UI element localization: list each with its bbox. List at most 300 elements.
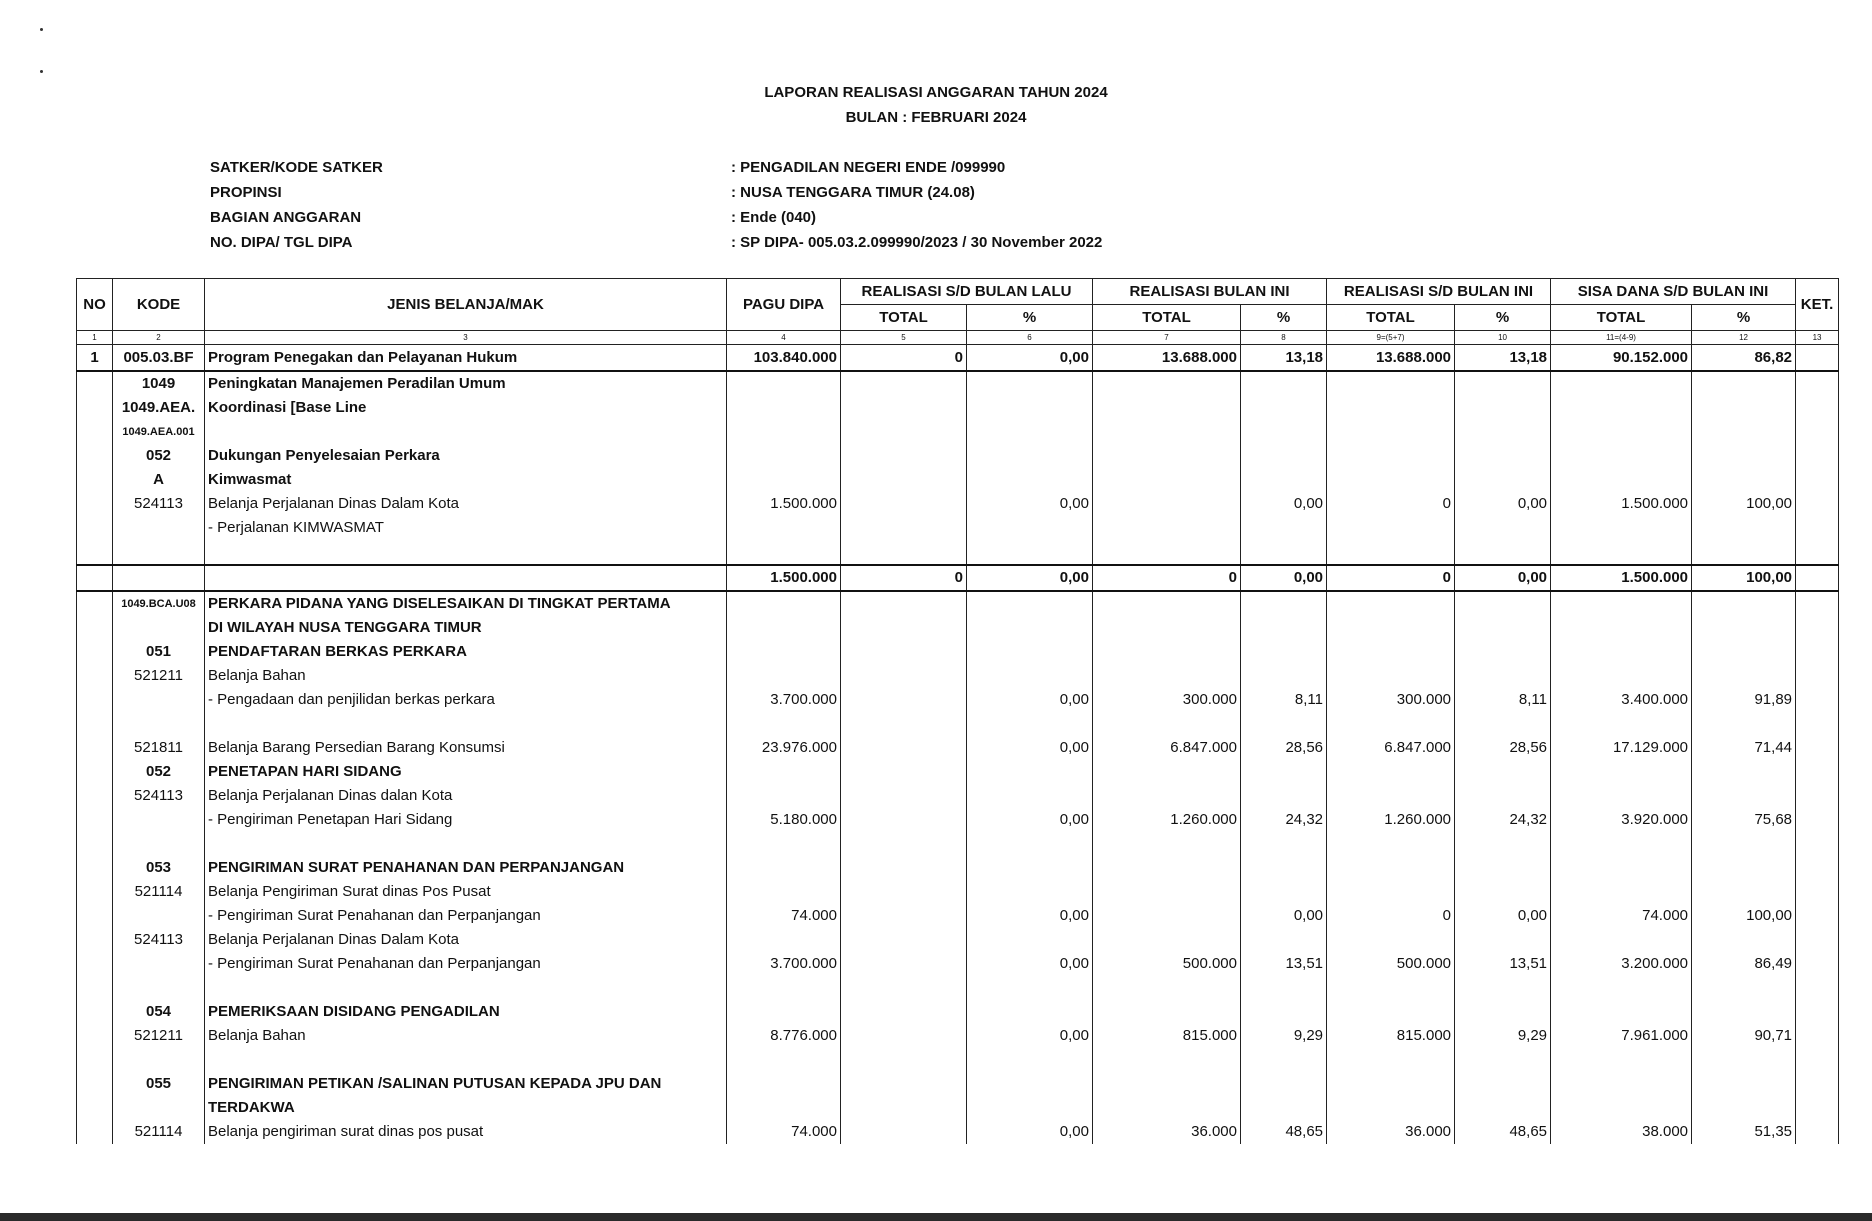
row-pct-sisa — [1692, 540, 1796, 565]
row-ket — [1796, 345, 1839, 371]
col-index: 12 — [1692, 331, 1796, 345]
header-ket: KET. — [1796, 279, 1839, 331]
row-pct-sisa — [1692, 1048, 1796, 1072]
table-header — [77, 279, 1839, 345]
row-realisasi-bulan-ini — [1093, 444, 1241, 468]
row-realisasi-bulan-ini — [1093, 664, 1241, 688]
row-jenis: PENGIRIMAN SURAT PENAHANAN DAN PERPANJANGAN — [205, 856, 727, 880]
row-jenis: PENDAFTARAN BERKAS PERKARA — [205, 640, 727, 664]
row-pct-sisa — [1692, 640, 1796, 664]
row-pct-sd-bulan-ini — [1455, 444, 1551, 468]
row-no — [77, 1000, 113, 1024]
row-realisasi-lalu — [841, 444, 967, 468]
header-no: NO — [77, 279, 113, 331]
table-body — [77, 345, 1839, 1144]
row-ket — [1796, 736, 1839, 760]
col-index: 8 — [1241, 331, 1327, 345]
row-pct-sd-bulan-ini — [1455, 1048, 1551, 1072]
row-jenis: PENGIRIMAN PETIKAN /SALINAN PUTUSAN KEPADA JPU DAN — [205, 1072, 727, 1096]
row-realisasi-bulan-ini — [1093, 1096, 1241, 1120]
row-pct-sd-bulan-ini — [1455, 856, 1551, 880]
row-no — [77, 952, 113, 976]
scan-speck — [40, 70, 43, 73]
row-realisasi-lalu — [841, 760, 967, 784]
row-pagu: 74.000 — [727, 904, 841, 928]
col-index: 11=(4-9) — [1551, 331, 1692, 345]
row-realisasi-lalu — [841, 688, 967, 712]
row-no — [77, 1048, 113, 1072]
row-realisasi-bulan-ini: 6.847.000 — [1093, 736, 1241, 760]
row-kode: 521114 — [113, 880, 205, 904]
row-pct-bulan-ini: 13,18 — [1241, 345, 1327, 371]
row-pct-sisa: 100,00 — [1692, 904, 1796, 928]
row-no — [77, 616, 113, 640]
row-realisasi-sd-bulan-ini: 36.000 — [1327, 1120, 1455, 1144]
row-ket — [1796, 616, 1839, 640]
row-jenis: Koordinasi [Base Line — [205, 396, 727, 420]
row-realisasi-lalu — [841, 952, 967, 976]
row-pct-lalu — [967, 712, 1093, 736]
row-realisasi-bulan-ini — [1093, 832, 1241, 856]
row-realisasi-bulan-ini — [1093, 856, 1241, 880]
table-row — [77, 808, 1839, 832]
table-row — [77, 688, 1839, 712]
row-pagu — [727, 640, 841, 664]
row-kode — [113, 516, 205, 540]
row-pct-sd-bulan-ini: 13,18 — [1455, 345, 1551, 371]
row-kode: 524113 — [113, 784, 205, 808]
row-pct-sd-bulan-ini: 0,00 — [1455, 904, 1551, 928]
row-pct-bulan-ini: 28,56 — [1241, 736, 1327, 760]
row-realisasi-lalu — [841, 1096, 967, 1120]
row-ket — [1796, 444, 1839, 468]
table-row — [77, 760, 1839, 784]
row-pct-lalu — [967, 928, 1093, 952]
header-realisasi-lalu: REALISASI S/D BULAN LALU — [841, 279, 1093, 305]
meta-label-dipa: NO. DIPA/ TGL DIPA — [210, 234, 353, 251]
row-pct-sisa: 100,00 — [1692, 565, 1796, 591]
row-pct-lalu — [967, 516, 1093, 540]
row-pct-sisa: 100,00 — [1692, 492, 1796, 516]
row-realisasi-sd-bulan-ini: 500.000 — [1327, 952, 1455, 976]
row-pagu — [727, 856, 841, 880]
row-pct-sisa: 90,71 — [1692, 1024, 1796, 1048]
row-pct-sisa: 51,35 — [1692, 1120, 1796, 1144]
meta-value-satker: : PENGADILAN NEGERI ENDE /099990 — [731, 159, 1006, 176]
row-realisasi-sd-bulan-ini — [1327, 1000, 1455, 1024]
row-no — [77, 1072, 113, 1096]
row-kode: 521114 — [113, 1120, 205, 1144]
row-pct-sd-bulan-ini: 9,29 — [1455, 1024, 1551, 1048]
row-realisasi-lalu: 0 — [841, 565, 967, 591]
table-row — [77, 736, 1839, 760]
row-realisasi-bulan-ini: 13.688.000 — [1093, 345, 1241, 371]
table-row — [77, 1048, 1839, 1072]
table-row — [77, 712, 1839, 736]
row-jenis: Belanja Barang Persedian Barang Konsumsi — [205, 736, 727, 760]
row-jenis: Belanja Bahan — [205, 1024, 727, 1048]
row-realisasi-sd-bulan-ini: 6.847.000 — [1327, 736, 1455, 760]
row-jenis: - Pengiriman Surat Penahanan dan Perpanjangan — [205, 904, 727, 928]
table-row — [77, 1072, 1839, 1096]
row-realisasi-sd-bulan-ini — [1327, 832, 1455, 856]
row-sisa-dana — [1551, 760, 1692, 784]
header-pct: % — [1241, 305, 1327, 331]
row-realisasi-bulan-ini — [1093, 784, 1241, 808]
row-pct-sd-bulan-ini: 0,00 — [1455, 492, 1551, 516]
table-row — [77, 371, 1839, 396]
table-row — [77, 516, 1839, 540]
row-realisasi-lalu — [841, 420, 967, 444]
table-row — [77, 832, 1839, 856]
row-pct-sisa — [1692, 664, 1796, 688]
row-sisa-dana: 3.400.000 — [1551, 688, 1692, 712]
row-realisasi-lalu — [841, 492, 967, 516]
row-pct-lalu — [967, 420, 1093, 444]
row-kode: 005.03.BF — [113, 345, 205, 371]
row-sisa-dana: 17.129.000 — [1551, 736, 1692, 760]
row-pagu — [727, 1048, 841, 1072]
row-realisasi-sd-bulan-ini — [1327, 591, 1455, 616]
row-kode: 1049.AEA. — [113, 396, 205, 420]
row-pct-sisa — [1692, 760, 1796, 784]
row-no — [77, 1024, 113, 1048]
row-pct-bulan-ini — [1241, 444, 1327, 468]
row-sisa-dana — [1551, 712, 1692, 736]
header-pct: % — [967, 305, 1093, 331]
meta-value-dipa: : SP DIPA- 005.03.2.099990/2023 / 30 November 2022 — [731, 234, 1103, 251]
row-pct-bulan-ini — [1241, 591, 1327, 616]
row-realisasi-lalu — [841, 591, 967, 616]
row-pct-bulan-ini — [1241, 420, 1327, 444]
subtotal-row — [77, 565, 1839, 591]
row-pct-sd-bulan-ini — [1455, 784, 1551, 808]
row-pct-bulan-ini: 24,32 — [1241, 808, 1327, 832]
row-pct-bulan-ini — [1241, 760, 1327, 784]
row-kode: 1049 — [113, 371, 205, 396]
row-jenis: Belanja Perjalanan Dinas Dalam Kota — [205, 928, 727, 952]
table-row — [77, 1096, 1839, 1120]
row-pct-sd-bulan-ini — [1455, 760, 1551, 784]
row-pagu — [727, 516, 841, 540]
header-jenis: JENIS BELANJA/MAK — [205, 279, 727, 331]
row-realisasi-lalu — [841, 1000, 967, 1024]
row-jenis: - Perjalanan KIMWASMAT — [205, 516, 727, 540]
row-pct-sisa — [1692, 591, 1796, 616]
row-ket — [1796, 904, 1839, 928]
row-pct-bulan-ini — [1241, 540, 1327, 565]
row-no — [77, 976, 113, 1000]
row-kode — [113, 904, 205, 928]
table-row — [77, 640, 1839, 664]
row-ket — [1796, 856, 1839, 880]
row-pagu — [727, 396, 841, 420]
row-pagu: 3.700.000 — [727, 952, 841, 976]
row-sisa-dana — [1551, 616, 1692, 640]
row-jenis — [205, 832, 727, 856]
row-pct-sisa — [1692, 832, 1796, 856]
row-kode — [113, 952, 205, 976]
row-pct-lalu — [967, 664, 1093, 688]
row-pct-sisa — [1692, 1000, 1796, 1024]
row-pct-bulan-ini — [1241, 976, 1327, 1000]
row-pct-sisa — [1692, 468, 1796, 492]
row-sisa-dana — [1551, 396, 1692, 420]
row-pct-sd-bulan-ini — [1455, 540, 1551, 565]
row-no — [77, 444, 113, 468]
row-jenis: Belanja pengiriman surat dinas pos pusat — [205, 1120, 727, 1144]
row-sisa-dana: 7.961.000 — [1551, 1024, 1692, 1048]
row-pagu: 74.000 — [727, 1120, 841, 1144]
row-pct-bulan-ini — [1241, 784, 1327, 808]
row-realisasi-bulan-ini — [1093, 904, 1241, 928]
row-realisasi-bulan-ini — [1093, 712, 1241, 736]
table-row — [77, 492, 1839, 516]
row-realisasi-lalu — [841, 904, 967, 928]
row-pct-lalu: 0,00 — [967, 688, 1093, 712]
meta-labels — [210, 155, 383, 255]
row-kode: 055 — [113, 1072, 205, 1096]
row-pagu: 23.976.000 — [727, 736, 841, 760]
row-kode: 054 — [113, 1000, 205, 1024]
row-realisasi-lalu: 0 — [841, 345, 967, 371]
row-kode — [113, 808, 205, 832]
row-pct-bulan-ini: 48,65 — [1241, 1120, 1327, 1144]
row-sisa-dana — [1551, 1072, 1692, 1096]
row-kode: 521811 — [113, 736, 205, 760]
row-pagu — [727, 1000, 841, 1024]
header-total: TOTAL — [841, 305, 967, 331]
row-pagu — [727, 880, 841, 904]
row-sisa-dana — [1551, 640, 1692, 664]
row-realisasi-sd-bulan-ini — [1327, 1072, 1455, 1096]
row-pct-lalu — [967, 591, 1093, 616]
row-pct-lalu — [967, 444, 1093, 468]
row-ket — [1796, 1024, 1839, 1048]
row-realisasi-sd-bulan-ini — [1327, 468, 1455, 492]
row-no — [77, 1096, 113, 1120]
table-row — [77, 1024, 1839, 1048]
scan-bottom-edge — [0, 1213, 1872, 1221]
row-realisasi-bulan-ini — [1093, 1072, 1241, 1096]
row-pct-bulan-ini — [1241, 1000, 1327, 1024]
row-pct-lalu — [967, 640, 1093, 664]
row-pct-sisa — [1692, 976, 1796, 1000]
row-kode — [113, 565, 205, 591]
row-pagu — [727, 832, 841, 856]
row-pct-lalu: 0,00 — [967, 952, 1093, 976]
row-pct-lalu — [967, 540, 1093, 565]
table-row — [77, 952, 1839, 976]
row-kode: A — [113, 468, 205, 492]
header-total: TOTAL — [1551, 305, 1692, 331]
row-pct-sd-bulan-ini — [1455, 928, 1551, 952]
report-period: BULAN : FEBRUARI 2024 — [845, 109, 1027, 126]
row-pct-bulan-ini: 9,29 — [1241, 1024, 1327, 1048]
row-kode: 524113 — [113, 492, 205, 516]
row-pagu: 5.180.000 — [727, 808, 841, 832]
row-realisasi-bulan-ini: 0 — [1093, 565, 1241, 591]
row-pct-bulan-ini: 13,51 — [1241, 952, 1327, 976]
row-pagu — [727, 420, 841, 444]
col-index: 1 — [77, 331, 113, 345]
row-pct-sd-bulan-ini — [1455, 371, 1551, 396]
row-pct-lalu: 0,00 — [967, 808, 1093, 832]
table-row — [77, 1000, 1839, 1024]
program-row — [77, 345, 1839, 371]
header-realisasi-sd-bulan-ini: REALISASI S/D BULAN INI — [1327, 279, 1551, 305]
meta-value-propinsi: : NUSA TENGGARA TIMUR (24.08) — [731, 184, 975, 201]
row-kode: 1049.BCA.U08 — [113, 591, 205, 616]
row-pct-bulan-ini — [1241, 516, 1327, 540]
row-no — [77, 760, 113, 784]
row-pct-sd-bulan-ini: 8,11 — [1455, 688, 1551, 712]
meta-value-bagian: : Ende (040) — [731, 209, 817, 226]
row-realisasi-lalu — [841, 664, 967, 688]
row-pct-sd-bulan-ini: 24,32 — [1455, 808, 1551, 832]
row-pct-sd-bulan-ini — [1455, 976, 1551, 1000]
row-pct-lalu — [967, 396, 1093, 420]
row-realisasi-lalu — [841, 516, 967, 540]
row-sisa-dana — [1551, 928, 1692, 952]
row-realisasi-lalu — [841, 928, 967, 952]
row-pct-bulan-ini: 0,00 — [1241, 492, 1327, 516]
col-index: 4 — [727, 331, 841, 345]
row-pct-bulan-ini: 0,00 — [1241, 904, 1327, 928]
col-index: 10 — [1455, 331, 1551, 345]
row-pct-lalu — [967, 976, 1093, 1000]
row-pagu — [727, 784, 841, 808]
row-jenis: Dukungan Penyelesaian Perkara — [205, 444, 727, 468]
row-realisasi-bulan-ini — [1093, 616, 1241, 640]
table-row — [77, 856, 1839, 880]
row-sisa-dana — [1551, 856, 1692, 880]
row-pct-sisa — [1692, 616, 1796, 640]
row-realisasi-sd-bulan-ini: 300.000 — [1327, 688, 1455, 712]
report-title: LAPORAN REALISASI ANGGARAN TAHUN 2024 — [764, 84, 1108, 101]
row-jenis — [205, 1048, 727, 1072]
meta-label-bagian: BAGIAN ANGGARAN — [210, 209, 362, 226]
row-kode — [113, 1096, 205, 1120]
row-ket — [1796, 928, 1839, 952]
row-pct-sisa — [1692, 712, 1796, 736]
row-no — [77, 712, 113, 736]
header-pct: % — [1455, 305, 1551, 331]
row-ket — [1796, 880, 1839, 904]
row-pct-sisa — [1692, 444, 1796, 468]
row-pct-sd-bulan-ini — [1455, 1096, 1551, 1120]
row-realisasi-lalu — [841, 1072, 967, 1096]
row-realisasi-bulan-ini: 500.000 — [1093, 952, 1241, 976]
row-pct-bulan-ini: 0,00 — [1241, 565, 1327, 591]
row-kode — [113, 540, 205, 565]
row-pct-sisa: 86,49 — [1692, 952, 1796, 976]
row-pct-sd-bulan-ini: 13,51 — [1455, 952, 1551, 976]
row-pct-lalu: 0,00 — [967, 492, 1093, 516]
col-index: 2 — [113, 331, 205, 345]
row-pagu — [727, 664, 841, 688]
row-realisasi-sd-bulan-ini: 0 — [1327, 565, 1455, 591]
row-sisa-dana — [1551, 976, 1692, 1000]
row-sisa-dana: 3.200.000 — [1551, 952, 1692, 976]
col-index: 13 — [1796, 331, 1839, 345]
row-realisasi-sd-bulan-ini — [1327, 516, 1455, 540]
table-row — [77, 928, 1839, 952]
row-realisasi-lalu — [841, 736, 967, 760]
row-pagu — [727, 371, 841, 396]
row-realisasi-lalu — [841, 640, 967, 664]
row-jenis — [205, 712, 727, 736]
row-pct-bulan-ini — [1241, 880, 1327, 904]
row-jenis: PEMERIKSAAN DISIDANG PENGADILAN — [205, 1000, 727, 1024]
row-ket — [1796, 396, 1839, 420]
row-pct-lalu — [967, 616, 1093, 640]
row-sisa-dana — [1551, 540, 1692, 565]
table-row — [77, 784, 1839, 808]
row-no — [77, 808, 113, 832]
table-row — [77, 904, 1839, 928]
row-pagu — [727, 1096, 841, 1120]
row-pct-sisa — [1692, 420, 1796, 444]
row-realisasi-bulan-ini: 815.000 — [1093, 1024, 1241, 1048]
row-realisasi-sd-bulan-ini: 13.688.000 — [1327, 345, 1455, 371]
row-ket — [1796, 952, 1839, 976]
row-sisa-dana: 74.000 — [1551, 904, 1692, 928]
row-kode: 1049.AEA.001 — [113, 420, 205, 444]
col-index: 9=(5+7) — [1327, 331, 1455, 345]
row-realisasi-bulan-ini — [1093, 540, 1241, 565]
row-pct-lalu: 0,00 — [967, 904, 1093, 928]
row-pct-sd-bulan-ini — [1455, 420, 1551, 444]
row-realisasi-bulan-ini — [1093, 591, 1241, 616]
row-pct-bulan-ini — [1241, 664, 1327, 688]
row-pagu — [727, 760, 841, 784]
col-index: 6 — [967, 331, 1093, 345]
row-pct-sd-bulan-ini — [1455, 396, 1551, 420]
row-kode — [113, 832, 205, 856]
row-pct-sisa — [1692, 856, 1796, 880]
row-pct-lalu — [967, 1000, 1093, 1024]
row-kode — [113, 616, 205, 640]
row-pct-lalu — [967, 468, 1093, 492]
row-ket — [1796, 492, 1839, 516]
row-jenis: - Pengiriman Penetapan Hari Sidang — [205, 808, 727, 832]
row-realisasi-bulan-ini — [1093, 1000, 1241, 1024]
row-sisa-dana: 1.500.000 — [1551, 492, 1692, 516]
row-pct-sisa: 71,44 — [1692, 736, 1796, 760]
row-pct-lalu — [967, 856, 1093, 880]
row-pct-lalu: 0,00 — [967, 736, 1093, 760]
row-realisasi-sd-bulan-ini — [1327, 760, 1455, 784]
row-pct-sd-bulan-ini — [1455, 468, 1551, 492]
row-realisasi-bulan-ini — [1093, 420, 1241, 444]
row-pct-sd-bulan-ini — [1455, 1072, 1551, 1096]
row-pct-sd-bulan-ini: 28,56 — [1455, 736, 1551, 760]
row-pct-sisa — [1692, 396, 1796, 420]
row-realisasi-lalu — [841, 880, 967, 904]
row-pct-sisa — [1692, 1096, 1796, 1120]
row-pct-lalu: 0,00 — [967, 345, 1093, 371]
row-jenis: Program Penegakan dan Pelayanan Hukum — [205, 345, 727, 371]
row-jenis — [205, 565, 727, 591]
row-realisasi-lalu — [841, 540, 967, 565]
row-realisasi-lalu — [841, 616, 967, 640]
row-no — [77, 565, 113, 591]
row-pct-sd-bulan-ini — [1455, 616, 1551, 640]
row-pagu: 3.700.000 — [727, 688, 841, 712]
row-realisasi-lalu — [841, 396, 967, 420]
row-ket — [1796, 1000, 1839, 1024]
